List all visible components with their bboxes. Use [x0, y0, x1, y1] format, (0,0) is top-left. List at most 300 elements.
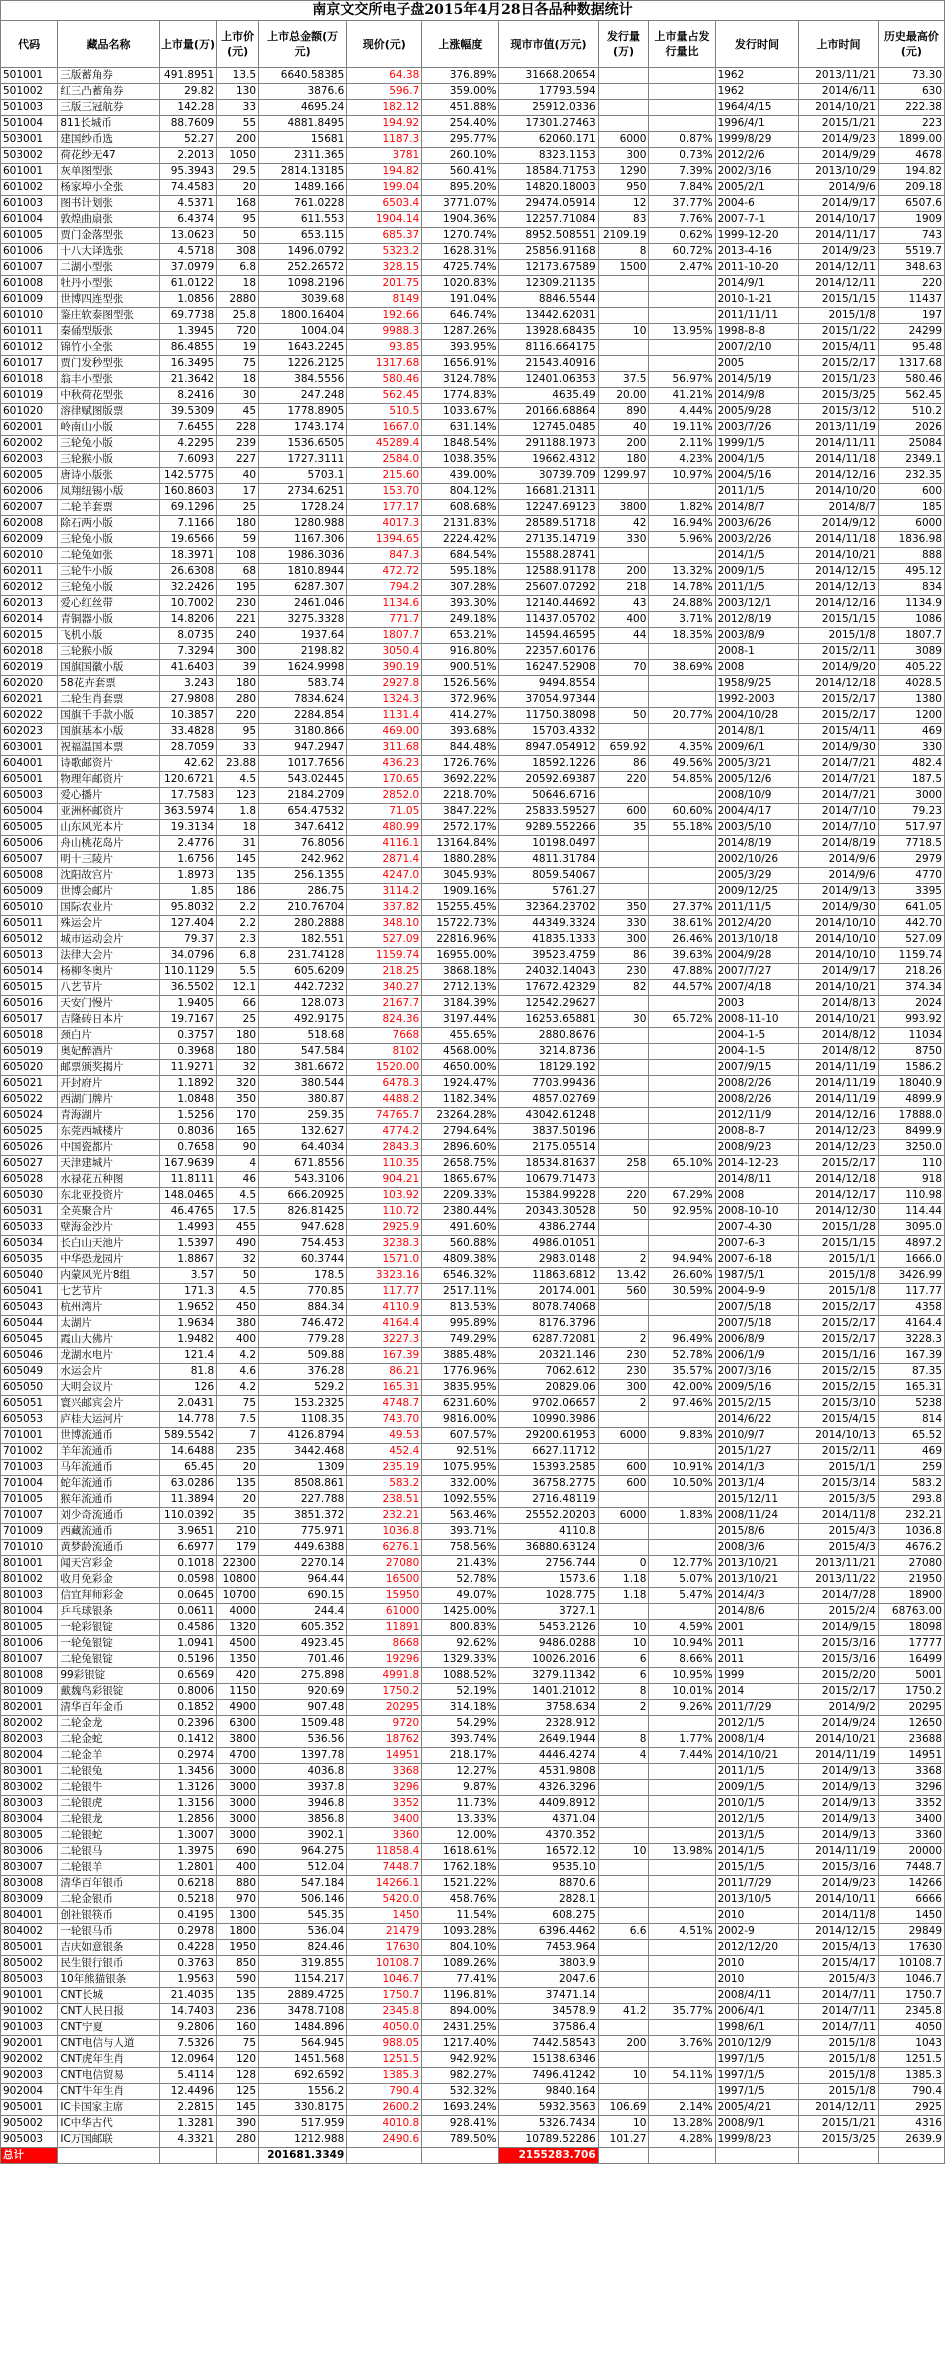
table-cell: 601011: [1, 324, 58, 340]
table-cell: 902002: [1, 2052, 58, 2068]
table-cell: 35.57%: [649, 1364, 715, 1380]
table-row: [1, 1396, 945, 1412]
table-cell: [598, 692, 649, 708]
table-cell: 600: [598, 804, 649, 820]
table-cell: 2014/1/5: [715, 548, 799, 564]
table-cell: 2014/9/12: [799, 516, 878, 532]
table-cell: 280: [217, 692, 259, 708]
table-cell: 岭南山小版: [58, 420, 159, 436]
table-cell: [649, 1956, 715, 1972]
table-row: [1, 1796, 945, 1812]
table-cell: 6000: [878, 516, 944, 532]
table-cell: [649, 84, 715, 100]
table-cell: 12: [598, 196, 649, 212]
table-cell: 世博流通币: [58, 1428, 159, 1444]
table-cell: 8078.74068: [499, 1300, 598, 1316]
table-row: [1, 1332, 945, 1348]
table-cell: 2014/9/20: [799, 660, 878, 676]
table-cell: 36.5502: [159, 980, 216, 996]
table-cell: 252.26572: [259, 260, 347, 276]
table-cell: 1807.7: [347, 628, 422, 644]
table-cell: 祝福温国本票: [58, 740, 159, 756]
table-cell: 390.19: [347, 660, 422, 676]
table-cell: 186: [217, 884, 259, 900]
table-cell: 长白山天池片: [58, 1236, 159, 1252]
table-cell: 0.0645: [159, 1588, 216, 1604]
table-cell: 24032.14043: [499, 964, 598, 980]
table-cell: 2014/7/11: [799, 2020, 878, 2036]
table-cell: 20829.06: [499, 1380, 598, 1396]
table-cell: 291188.1973: [499, 436, 598, 452]
table-cell: 605022: [1, 1092, 58, 1108]
table-cell: 601019: [1, 388, 58, 404]
table-cell: 490: [217, 1236, 259, 1252]
table-cell: 235.19: [347, 1460, 422, 1476]
table-cell: 8668: [347, 1636, 422, 1652]
table-cell: 602002: [1, 436, 58, 452]
table-cell: 2014/12/17: [799, 1188, 878, 1204]
table-cell: 4: [598, 1748, 649, 1764]
table-cell: 605007: [1, 852, 58, 868]
table-cell: 2014/11/19: [799, 1092, 878, 1108]
table-cell: 600: [878, 484, 944, 500]
table-cell: 25912.0336: [499, 100, 598, 116]
table-cell: [58, 2148, 159, 2164]
table-cell: [598, 868, 649, 884]
table-cell: 36880.63124: [499, 1540, 598, 1556]
table-cell: 2014/10/21: [799, 980, 878, 996]
table-cell: 龙湖水电片: [58, 1348, 159, 1364]
table-cell: 58花卉套票: [58, 676, 159, 692]
table-cell: 646.74%: [422, 308, 499, 324]
table-row: [1, 1668, 945, 1684]
table-cell: 国旗国徽小版: [58, 660, 159, 676]
table-cell: 6627.11712: [499, 1444, 598, 1460]
table-cell: 3781: [347, 148, 422, 164]
table-cell: 46: [217, 1172, 259, 1188]
table-cell: 63.0286: [159, 1476, 216, 1492]
table-cell: 95: [217, 212, 259, 228]
table-cell: 601017: [1, 356, 58, 372]
table-cell: 2014/12/23: [799, 1140, 878, 1156]
table-cell: 46.4765: [159, 1204, 216, 1220]
table-cell: 605012: [1, 932, 58, 948]
table-row: [1, 404, 945, 420]
table-cell: 2014/8/12: [799, 1028, 878, 1044]
table-cell: 3352: [347, 1796, 422, 1812]
table-cell: 2014/1/3: [715, 1460, 799, 1476]
table-row: [1, 788, 945, 804]
table-cell: 2015/4/13: [799, 1940, 878, 1956]
table-cell: 240: [217, 628, 259, 644]
table-cell: 1401.21012: [499, 1684, 598, 1700]
table-cell: 1309: [259, 1460, 347, 1476]
table-cell: [598, 1540, 649, 1556]
table-cell: 3000: [878, 788, 944, 804]
table-cell: 18762: [347, 1732, 422, 1748]
table-row: [1, 372, 945, 388]
table-cell: 20295: [878, 1700, 944, 1716]
table-row: [1, 116, 945, 132]
table-cell: 2011: [715, 1636, 799, 1652]
table-cell: 1899.00: [878, 132, 944, 148]
table-cell: 2003/2/26: [715, 532, 799, 548]
table-cell: 26.60%: [649, 1268, 715, 1284]
table-cell: 2014/9/23: [799, 244, 878, 260]
table-cell: 50: [598, 1204, 649, 1220]
table-cell: 2008/4/11: [715, 1988, 799, 2004]
table-cell: 6000: [598, 1508, 649, 1524]
table-cell: 601007: [1, 260, 58, 276]
table-cell: 916.80%: [422, 644, 499, 660]
table-cell: 0.8006: [159, 1684, 216, 1700]
table-cell: 4.2: [217, 1348, 259, 1364]
table-cell: 517.959: [259, 2116, 347, 2132]
table-cell: 988.05: [347, 2036, 422, 2052]
table-cell: 64.4034: [259, 1140, 347, 1156]
table-cell: 802003: [1, 1732, 58, 1748]
table-cell: 701005: [1, 1492, 58, 1508]
table-cell: 4.2295: [159, 436, 216, 452]
table-cell: 二轮兔银锭: [58, 1652, 159, 1668]
table-cell: 2004/10/28: [715, 708, 799, 724]
table-cell: 1.9634: [159, 1316, 216, 1332]
table-cell: 10.91%: [649, 1460, 715, 1476]
table-cell: [649, 484, 715, 500]
table-cell: 2005/12/6: [715, 772, 799, 788]
table-cell: 2009/6/1: [715, 740, 799, 756]
table-cell: 1996/4/1: [715, 116, 799, 132]
table-cell: 2175.05514: [499, 1140, 598, 1156]
table-cell: [649, 340, 715, 356]
table-row: [1, 1716, 945, 1732]
table-row: [1, 2132, 945, 2148]
table-cell: 180: [217, 1028, 259, 1044]
table-cell: 13.0623: [159, 228, 216, 244]
table-cell: 3197.44%: [422, 1012, 499, 1028]
table-cell: 3360: [878, 1828, 944, 1844]
table-cell: 9.26%: [649, 1700, 715, 1716]
table-cell: 5.96%: [649, 532, 715, 548]
table-cell: [649, 1972, 715, 1988]
table-cell: 3296: [878, 1780, 944, 1796]
table-cell: 4923.45: [259, 1636, 347, 1652]
table-cell: [598, 1908, 649, 1924]
table-cell: 2015/1/1: [799, 1460, 878, 1476]
column-header: 上市总金额(万元): [259, 21, 347, 68]
table-row: [1, 644, 945, 660]
table-cell: 2004-1-5: [715, 1044, 799, 1060]
table-cell: [649, 68, 715, 84]
table-cell: [598, 1220, 649, 1236]
table-cell: [598, 1060, 649, 1076]
table-cell: 242.962: [259, 852, 347, 868]
table-row: [1, 100, 945, 116]
table-row: [1, 964, 945, 980]
table-cell: 1997/1/5: [715, 2052, 799, 2068]
table-cell: 901003: [1, 2020, 58, 2036]
table-cell: 1317.68: [878, 356, 944, 372]
table-cell: 563.46%: [422, 1508, 499, 1524]
table-cell: [649, 1124, 715, 1140]
table-cell: 1280.988: [259, 516, 347, 532]
table-cell: 2012/1/5: [715, 1812, 799, 1828]
table-cell: 0.6218: [159, 1876, 216, 1892]
table-cell: 2013/10/29: [799, 164, 878, 180]
table-cell: 27.9808: [159, 692, 216, 708]
table-cell: 1200: [878, 708, 944, 724]
table-cell: 66: [217, 996, 259, 1012]
table-cell: 7453.964: [499, 1940, 598, 1956]
table-row: [1, 484, 945, 500]
table-cell: 翁丰小型张: [58, 372, 159, 388]
table-cell: 393.95%: [422, 340, 499, 356]
table-cell: [598, 1796, 649, 1812]
table-cell: 340.27: [347, 980, 422, 996]
table-cell: 4000: [217, 1604, 259, 1620]
table-cell: 653.115: [259, 228, 347, 244]
table-cell: 3800: [598, 500, 649, 516]
table-cell: 3000: [217, 1828, 259, 1844]
table-cell: 19: [217, 340, 259, 356]
table-cell: 3771.07%: [422, 196, 499, 212]
table-cell: 2013/10/21: [715, 1556, 799, 1572]
table-cell: 1924.47%: [422, 1076, 499, 1092]
table-cell: 2.0431: [159, 1396, 216, 1412]
table-cell: 605020: [1, 1060, 58, 1076]
table-row: [1, 308, 945, 324]
table-cell: 2014/12/15: [799, 564, 878, 580]
table-cell: 2005/2/1: [715, 180, 799, 196]
table-cell: 2014/9/13: [799, 1764, 878, 1780]
table-cell: 4247.0: [347, 868, 422, 884]
table-cell: 2011: [715, 1652, 799, 1668]
table-cell: 45289.4: [347, 436, 422, 452]
table-cell: 爱心红丝带: [58, 596, 159, 612]
table-cell: 2015/3/25: [799, 388, 878, 404]
table-cell: 二轮生肖套票: [58, 692, 159, 708]
table-cell: 21543.40916: [499, 356, 598, 372]
table-cell: 86: [598, 948, 649, 964]
table-cell: 4678: [878, 148, 944, 164]
table-row: [1, 564, 945, 580]
table-cell: [598, 1956, 649, 1972]
table-cell: 21.3642: [159, 372, 216, 388]
table-cell: [598, 116, 649, 132]
table-cell: 602011: [1, 564, 58, 580]
table-cell: 400: [598, 612, 649, 628]
table-cell: 2517.11%: [422, 1284, 499, 1300]
table-cell: 2005: [715, 356, 799, 372]
table-cell: 50: [598, 708, 649, 724]
table-cell: 492.9175: [259, 1012, 347, 1028]
table-cell: 2014/7/11: [799, 2004, 878, 2020]
table-cell: 2014/11/19: [799, 1844, 878, 1860]
table-cell: 2006/8/9: [715, 1332, 799, 1348]
table-cell: 4770: [878, 868, 944, 884]
table-cell: 2007-4-30: [715, 1220, 799, 1236]
table-cell: 2014/10/21: [799, 1012, 878, 1028]
table-row: [1, 772, 945, 788]
table-cell: 2013/1/4: [715, 1476, 799, 1492]
table-row: [1, 2004, 945, 2020]
table-cell: 1556.2: [259, 2084, 347, 2100]
table-cell: 605015: [1, 980, 58, 996]
table-cell: 803009: [1, 1892, 58, 1908]
table-cell: 603001: [1, 740, 58, 756]
table-cell: 1251.5: [347, 2052, 422, 2068]
table-cell: 2014/9/13: [799, 1812, 878, 1828]
table-cell: 15703.4332: [499, 724, 598, 740]
table-cell: 1043: [878, 2036, 944, 2052]
table-cell: 12.77%: [649, 1556, 715, 1572]
table-cell: 黄梦龄流通币: [58, 1540, 159, 1556]
table-cell: 4.5718: [159, 244, 216, 260]
table-cell: 905002: [1, 2116, 58, 2132]
table-cell: 2843.3: [347, 1140, 422, 1156]
table-cell: 12401.06353: [499, 372, 598, 388]
table-cell: 605019: [1, 1044, 58, 1060]
table-cell: 75: [217, 2036, 259, 2052]
table-cell: 2011/7/29: [715, 1700, 799, 1716]
table-cell: 1800.16404: [259, 308, 347, 324]
table-row: [1, 356, 945, 372]
table-cell: 73.30: [878, 68, 944, 84]
table-cell: 天安门慢片: [58, 996, 159, 1012]
table-cell: 2008-10-10: [715, 1204, 799, 1220]
table-cell: 602003: [1, 452, 58, 468]
table-cell: 83: [598, 212, 649, 228]
table-cell: 2014/9/17: [799, 196, 878, 212]
table-cell: 11.54%: [422, 1908, 499, 1924]
table-row: [1, 468, 945, 484]
table-cell: 13.5: [217, 68, 259, 84]
table-cell: 20.77%: [649, 708, 715, 724]
table-row: [1, 1300, 945, 1316]
table-cell: 21.43%: [422, 1556, 499, 1572]
table-cell: 8870.6: [499, 1876, 598, 1892]
table-cell: 68: [217, 564, 259, 580]
table-cell: 40: [598, 420, 649, 436]
table-cell: 2008/11/24: [715, 1508, 799, 1524]
table-cell: 602007: [1, 500, 58, 516]
table-cell: 803004: [1, 1812, 58, 1828]
table-cell: 1287.26%: [422, 324, 499, 340]
table-row: [1, 1972, 945, 1988]
table-cell: 1182.34%: [422, 1092, 499, 1108]
table-cell: 3124.78%: [422, 372, 499, 388]
table-cell: 6.4374: [159, 212, 216, 228]
table-cell: 813.53%: [422, 1300, 499, 1316]
table-cell: 1.18: [598, 1588, 649, 1604]
table-cell: [649, 1908, 715, 1924]
table-cell: 2880: [217, 292, 259, 308]
table-cell: 0.3968: [159, 1044, 216, 1060]
table-cell: 491.8951: [159, 68, 216, 84]
table-cell: 380: [217, 1316, 259, 1332]
table-row: [1, 164, 945, 180]
table-cell: 7: [217, 1428, 259, 1444]
table-cell: 6546.32%: [422, 1268, 499, 1284]
table-cell: 凤翔纽锡小版: [58, 484, 159, 500]
table-row: [1, 1556, 945, 1572]
table-cell: 20000: [878, 1844, 944, 1860]
table-cell: 2014/10/11: [799, 1892, 878, 1908]
table-cell: 35: [598, 820, 649, 836]
table-cell: 1329.33%: [422, 1652, 499, 1668]
table-cell: 293.8: [878, 1492, 944, 1508]
table-cell: 904.21: [347, 1172, 422, 1188]
table-cell: 2015/4/11: [799, 340, 878, 356]
table-row: [1, 740, 945, 756]
table-cell: 501003: [1, 100, 58, 116]
table-cell: 803005: [1, 1828, 58, 1844]
table-cell: 13.33%: [422, 1812, 499, 1828]
table-cell: 2008/9/23: [715, 1140, 799, 1156]
table-cell: 2008/3/6: [715, 1540, 799, 1556]
table-cell: 2.3: [217, 932, 259, 948]
table-cell: 城市运动会片: [58, 932, 159, 948]
table-cell: 2014/7/21: [799, 788, 878, 804]
table-cell: 451.88%: [422, 100, 499, 116]
table-cell: 25.8: [217, 308, 259, 324]
table-cell: 1743.174: [259, 420, 347, 436]
table-cell: 2015/1/1: [799, 1252, 878, 1268]
table-cell: 7.76%: [649, 212, 715, 228]
table-cell: 3837.50196: [499, 1124, 598, 1140]
table-cell: 605010: [1, 900, 58, 916]
table-cell: 0.3757: [159, 1028, 216, 1044]
table-cell: 42: [598, 516, 649, 532]
table-cell: 794.2: [347, 580, 422, 596]
table-cell: 13.28%: [649, 2116, 715, 2132]
table-cell: 20: [217, 1492, 259, 1508]
table-cell: CNT人民日报: [58, 2004, 159, 2020]
table-cell: 65.10%: [649, 1156, 715, 1172]
table-cell: [598, 292, 649, 308]
table-cell: 4857.02769: [499, 1092, 598, 1108]
table-cell: 110.35: [347, 1156, 422, 1172]
table-cell: 西藏流通币: [58, 1524, 159, 1540]
table-cell: 805002: [1, 1956, 58, 1972]
table-cell: 905003: [1, 2132, 58, 2148]
table-cell: 1628.31%: [422, 244, 499, 260]
table-cell: 701010: [1, 1540, 58, 1556]
table-cell: 10: [598, 324, 649, 340]
table-cell: 2014/9/13: [799, 1780, 878, 1796]
table-cell: 4676.2: [878, 1540, 944, 1556]
table-cell: 牡丹小型张: [58, 276, 159, 292]
table-cell: 25833.59527: [499, 804, 598, 820]
table-cell: 图书计划张: [58, 196, 159, 212]
table-cell: 532.32%: [422, 2084, 499, 2100]
table-cell: 2014/10/20: [799, 484, 878, 500]
table-cell: 543.3106: [259, 1172, 347, 1188]
table-cell: 601008: [1, 276, 58, 292]
table-cell: 3851.372: [259, 1508, 347, 1524]
table-cell: 2015/1/16: [799, 1348, 878, 1364]
table-cell: 4409.8912: [499, 1796, 598, 1812]
table-cell: 除石两小版: [58, 516, 159, 532]
table-cell: 2015/2/4: [799, 1604, 878, 1620]
table-cell: 3045.93%: [422, 868, 499, 884]
table-cell: 2.2: [217, 916, 259, 932]
table-cell: 奥妃醉酒片: [58, 1044, 159, 1060]
table-cell: 902003: [1, 2068, 58, 2084]
table-cell: 蛇年流通币: [58, 1476, 159, 1492]
table-cell: 2015/1/5: [715, 1860, 799, 1876]
table-cell: 3228.3: [878, 1332, 944, 1348]
